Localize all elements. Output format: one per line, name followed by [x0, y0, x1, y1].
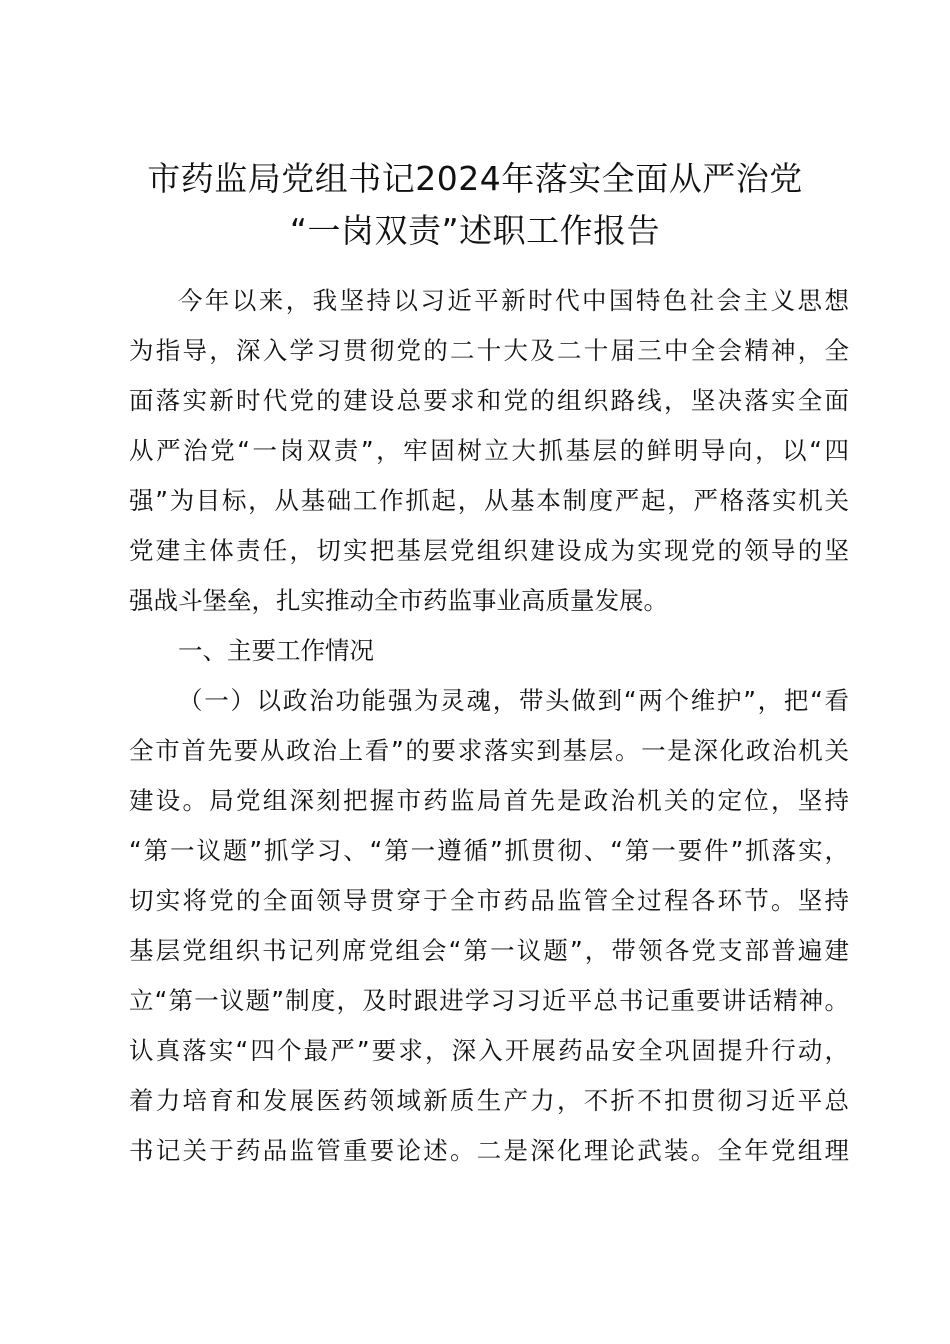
paragraph-line: 认真落实“四个最严”要求，深入开展药品安全巩固提升行动，	[129, 1036, 849, 1065]
document-title-line-2: “一岗双责”述职工作报告	[289, 211, 661, 250]
paragraph-line: 书记关于药品监管重要论述。二是深化理论武装。全年党组理	[129, 1136, 849, 1165]
document-title-line-1: 市药监局党组书记2024年落实全面从严治党	[147, 159, 803, 198]
paragraph-line: 基层党组织书记列席党组会“第一议题”，带领各党支部普遍建	[129, 936, 849, 965]
paragraph-line: 立“第一议题”制度，及时跟进学习习近平总书记重要讲话精神。	[129, 986, 849, 1015]
paragraph-line: 今年以来，我坚持以习近平新时代中国特色社会主义思想	[178, 286, 849, 315]
paragraph-line: 面落实新时代党的建设总要求和党的组织路线，坚决落实全面	[129, 386, 849, 415]
paragraph-line: 切实将党的全面领导贯穿于全市药品监管全过程各环节。坚持	[129, 886, 849, 915]
paragraph-line: 全市首先要从政治上看”的要求落实到基层。一是深化政治机关	[129, 736, 849, 765]
paragraph-line: “第一议题”抓学习、“第一遵循”抓贯彻、“第一要件”抓落实，	[129, 836, 849, 865]
paragraph-line: （一）以政治功能强为灵魂，带头做到“两个维护”，把“看	[178, 686, 849, 715]
paragraph-line: 建设。局党组深刻把握市药监局首先是政治机关的定位，坚持	[129, 786, 849, 815]
paragraph-line: 从严治党“一岗双责”，牢固树立大抓基层的鲜明导向，以“四	[129, 436, 849, 465]
section-heading: 一、主要工作情况	[178, 636, 374, 665]
paragraph-line: 着力培育和发展医药领域新质生产力，不折不扣贯彻习近平总	[129, 1086, 849, 1115]
paragraph-line: 党建主体责任，切实把基层党组织建设成为实现党的领导的坚	[129, 536, 849, 565]
paragraph-line: 强”为目标，从基础工作抓起，从基本制度严起，严格落实机关	[129, 486, 849, 515]
paragraph-line: 强战斗堡垒，扎实推动全市药监事业高质量发展。	[129, 586, 668, 615]
paragraph-line: 为指导，深入学习贯彻党的二十大及二十届三中全会精神，全	[129, 336, 849, 365]
